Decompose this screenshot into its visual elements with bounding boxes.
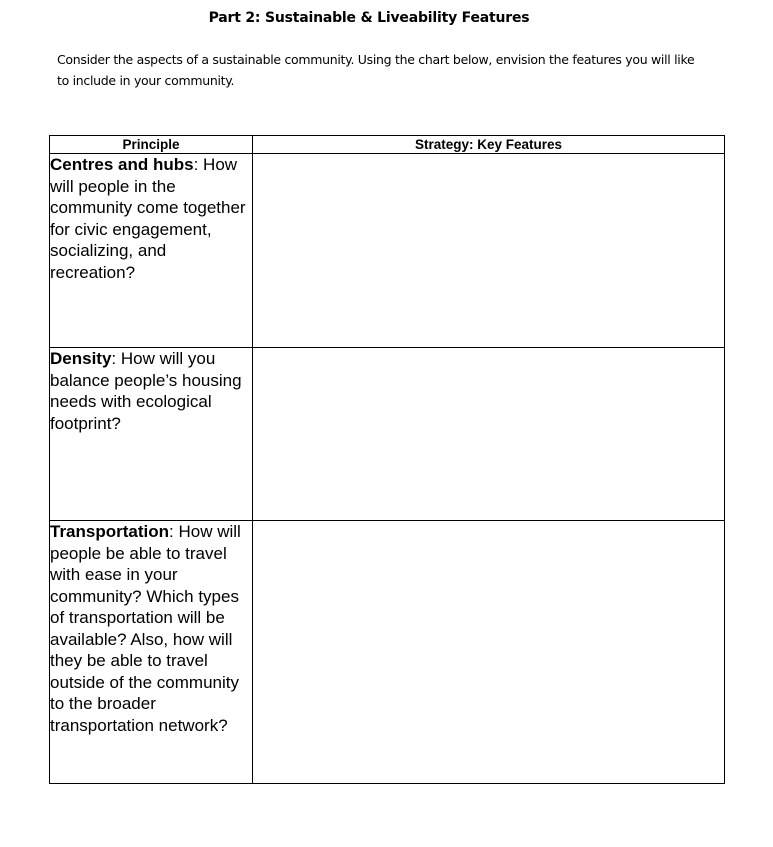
table-header-row — [50, 136, 725, 154]
sustainability-chart — [49, 135, 725, 784]
principle-question: : How will people in the community come together for civic engagement, socializing, and recreation? — [50, 155, 246, 282]
strategy-cell-centres-and-hubs[interactable] — [253, 154, 725, 348]
principle-heading: Centres and hubs — [50, 155, 194, 174]
page-title: Part 2: Sustainable & Liveability Features — [208, 10, 530, 26]
principle-column-header: Principle — [50, 136, 253, 154]
principle-cell-centres-and-hubs — [50, 154, 253, 348]
strategy-cell-transportation[interactable] — [253, 521, 725, 784]
strategy-column-header: Strategy: Key Features — [253, 136, 725, 154]
table-row — [50, 521, 725, 784]
principle-cell-density — [50, 348, 253, 521]
principle-question: : How will people be able to travel with ease in your community? Which types of transportation will be available? Also, how will they be able to travel outside of the community to the broader transportation network? — [50, 522, 241, 735]
table-row — [50, 348, 725, 521]
strategy-cell-density[interactable] — [253, 348, 725, 521]
principle-heading: Transportation — [50, 522, 170, 541]
table-row — [50, 154, 725, 348]
principle-heading: Density — [50, 349, 112, 368]
instructions-text: Consider the aspects of a sustainable community. Using the chart below, envision the features you will like to include in your community. — [57, 52, 695, 88]
principle-cell-transportation — [50, 521, 253, 784]
principle-question: : How will you balance people’s housing needs with ecological footprint? — [50, 349, 242, 433]
